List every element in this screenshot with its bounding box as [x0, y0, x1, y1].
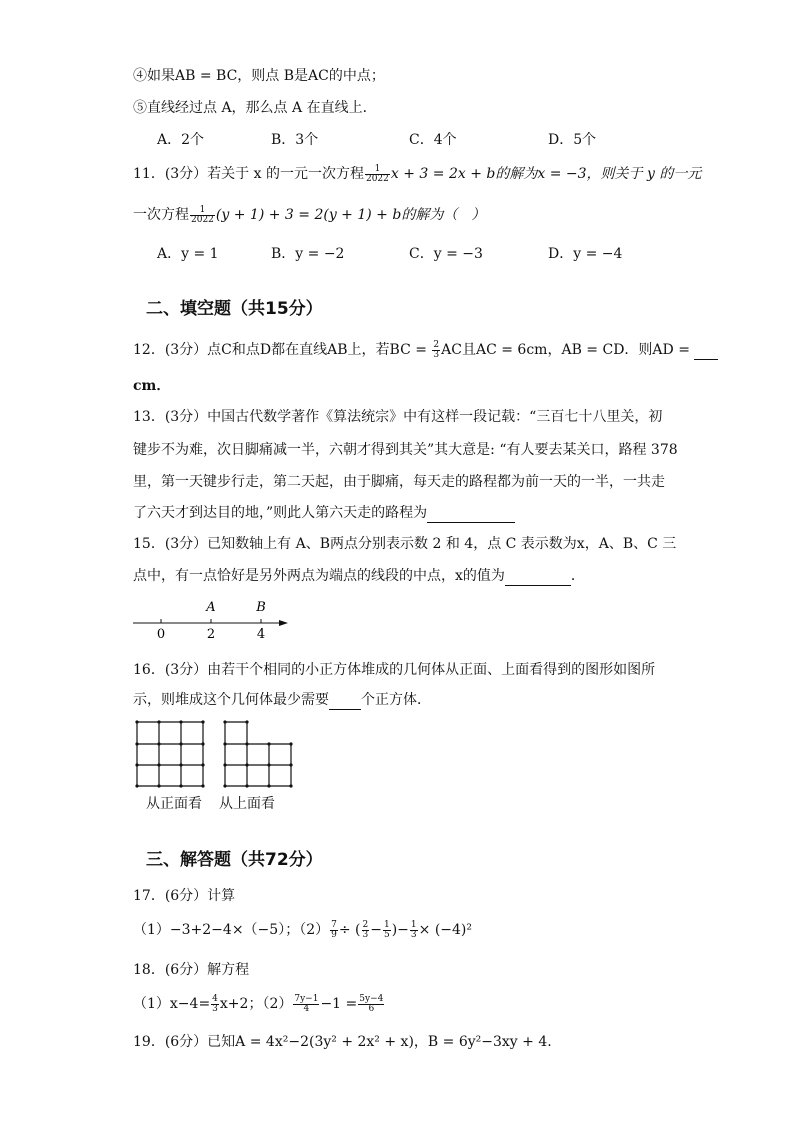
q13-line2: 键步不为难，次日脚痛减一半，六朝才得到其关”其大意是: “有人要去某关口，路程 378 [133, 442, 678, 458]
q18-frac-2-den: 4 [303, 1003, 310, 1014]
q17-mid: ÷ ( [338, 922, 361, 938]
q17-frac-b-num: 2 [362, 919, 369, 930]
q13-line4-text: 了六天才到达目的地，”则此人第六天走的路程为 [133, 505, 428, 521]
q15-line2 [133, 566, 585, 586]
q12-line2: cm． [133, 378, 171, 394]
front-view-grid [133, 718, 208, 790]
q17-frac-d-den: 3 [410, 929, 417, 940]
q12-answer-blank [694, 345, 718, 360]
q17-part1: （1）−3+2−4×（−5）；（2） [133, 922, 330, 938]
number-line-point-b: B [256, 600, 266, 615]
q12-line1 [133, 340, 718, 360]
q17-close: )− [391, 922, 409, 938]
q11-options [133, 243, 693, 263]
number-line-tick-label-2: 2 [206, 627, 216, 642]
q11-fraction-2 [190, 206, 215, 225]
number-line-point-a: A [206, 600, 216, 615]
q17-frac-a [330, 921, 338, 940]
q10-item5: ⑤直线经过点 A，那么点 A 在直线上． [133, 100, 377, 116]
q17-frac-a-num: 7 [331, 919, 337, 930]
q15-answer-blank [505, 571, 571, 586]
q11-option-b: B．y = −2 [271, 246, 345, 262]
q16-line1: 16．(3分）由若干个相同的小正方体堆成的几何体从正面、上面看得到的图形如图所 [133, 662, 656, 678]
q16-line2-suffix: 个正方体． [361, 692, 431, 708]
q18-frac-2-num: 7y−1 [294, 993, 319, 1004]
q16-line2-prefix: 示，则堆成这个几何体最少需要 [133, 692, 329, 708]
q12-line1-prefix: 12．(3分）点C和点D都在直线AB上，若BC = [133, 342, 432, 358]
section-fill-in-title: 二、填空题（共15分） [146, 299, 323, 319]
q11-line2-suffix: (y + 1) + 3 = 2(y + 1) + b的解为（ ） [215, 207, 486, 223]
q18-frac-3-num: 5y−4 [359, 993, 384, 1004]
q11-line1 [133, 164, 701, 184]
q17-frac-b-den: 3 [362, 929, 369, 940]
q12-frac-den: 3 [433, 349, 440, 360]
q17-frac-c [383, 921, 391, 940]
front-view-caption: 从正面看 [146, 796, 202, 812]
q11-frac2-den: 2022 [191, 214, 214, 225]
q10-option-c: C．4个 [409, 132, 457, 148]
q11-option-c: C．y = −3 [409, 246, 483, 262]
q17-title: 17．(6分）计算 [133, 888, 236, 904]
q18-frac-3 [358, 995, 384, 1014]
q10-option-d: D．5个 [548, 132, 597, 148]
q11-line2 [133, 205, 485, 225]
number-line-arrow-icon [279, 620, 288, 626]
q13-line3: 里，第一天键步行走，第二天起，由于脚痛，每天走的路程都为前一天的一半，一共走 [133, 474, 665, 490]
q13-line1: 13．(3分）中国古代数学著作《算法统宗》中有这样一段记载：“三百七十八里关，初 [133, 409, 663, 425]
q11-frac2-num: 1 [190, 206, 215, 216]
q10-option-a: A．2个 [157, 132, 205, 148]
q18-parts [133, 994, 385, 1014]
q13-answer-blank [427, 508, 515, 523]
q16-line2 [133, 690, 431, 710]
q17-frac-d-num: 1 [410, 919, 417, 930]
q10-option-b: B．3个 [271, 132, 319, 148]
q17-frac-c-num: 1 [383, 919, 390, 930]
q18-mid: −1 = [320, 996, 358, 1012]
number-line-figure [128, 596, 298, 644]
q11-line2-prefix: 一次方程 [133, 207, 189, 223]
q18-frac-1-num: 4 [212, 993, 218, 1004]
number-line-tick-label-4: 4 [256, 627, 266, 642]
q15-line2-end: ． [570, 568, 585, 584]
top-view-grid [221, 718, 296, 790]
q18-frac-2 [293, 995, 319, 1014]
q17-parts [133, 920, 472, 940]
q17-minus: − [370, 922, 382, 938]
q18-frac-1-den: 3 [212, 1003, 218, 1014]
q11-fraction [365, 165, 390, 184]
q10-options [133, 129, 693, 149]
section-solve-title: 三、解答题（共72分） [146, 850, 323, 870]
q12-line1-suffix: AC且AC = 6cm，AB = CD．则AD = [441, 342, 695, 358]
q15-line1: 15．(3分）已知数轴上有 A、B两点分别表示数 2 和 4，点 C 表示数为x，A、B、C 三 [133, 536, 677, 552]
q10-item4: ④如果AB = BC，则点 B是AC的中点； [133, 68, 385, 84]
q18-title: 18．(6分）解方程 [133, 962, 250, 978]
q11-frac-den: 2022 [365, 173, 389, 184]
top-view-caption: 从上面看 [219, 796, 275, 812]
q17-frac-a-den: 9 [331, 929, 337, 940]
q18-part1-suffix: x+2；（2） [219, 996, 293, 1012]
q17-tail: × (−4)² [418, 922, 472, 938]
q15-line2-text: 点中，有一点恰好是另外两点为端点的线段的中点，x的值为 [133, 568, 505, 584]
q16-answer-blank [329, 695, 361, 710]
q17-frac-c-den: 5 [383, 929, 390, 940]
q18-frac-3-den: 6 [368, 1003, 375, 1014]
q11-line1-suffix: x + 3 = 2x + b的解为x = −3，则关于 y 的一元 [390, 166, 702, 182]
q11-option-a: A．y = 1 [157, 246, 219, 262]
q12-frac-num: 2 [433, 339, 440, 350]
q11-option-d: D．y = −4 [548, 246, 623, 262]
q17-frac-b [362, 921, 370, 940]
q13-line4 [133, 503, 515, 523]
q12-fraction [432, 341, 440, 360]
q17-frac-d [410, 921, 418, 940]
q19-line: 19．(6分）已知A = 4x²−2(3y² + 2x² + x)，B = 6y²−3xy + 4. [133, 1034, 552, 1050]
q18-part1-prefix: （1）x−4= [133, 996, 211, 1012]
q18-frac-1 [211, 995, 219, 1014]
q11-line1-prefix: 11．(3分）若关于 x 的一元一次方程 [133, 166, 364, 182]
number-line-tick-label-0: 0 [156, 627, 166, 642]
q11-frac-num: 1 [365, 165, 390, 175]
